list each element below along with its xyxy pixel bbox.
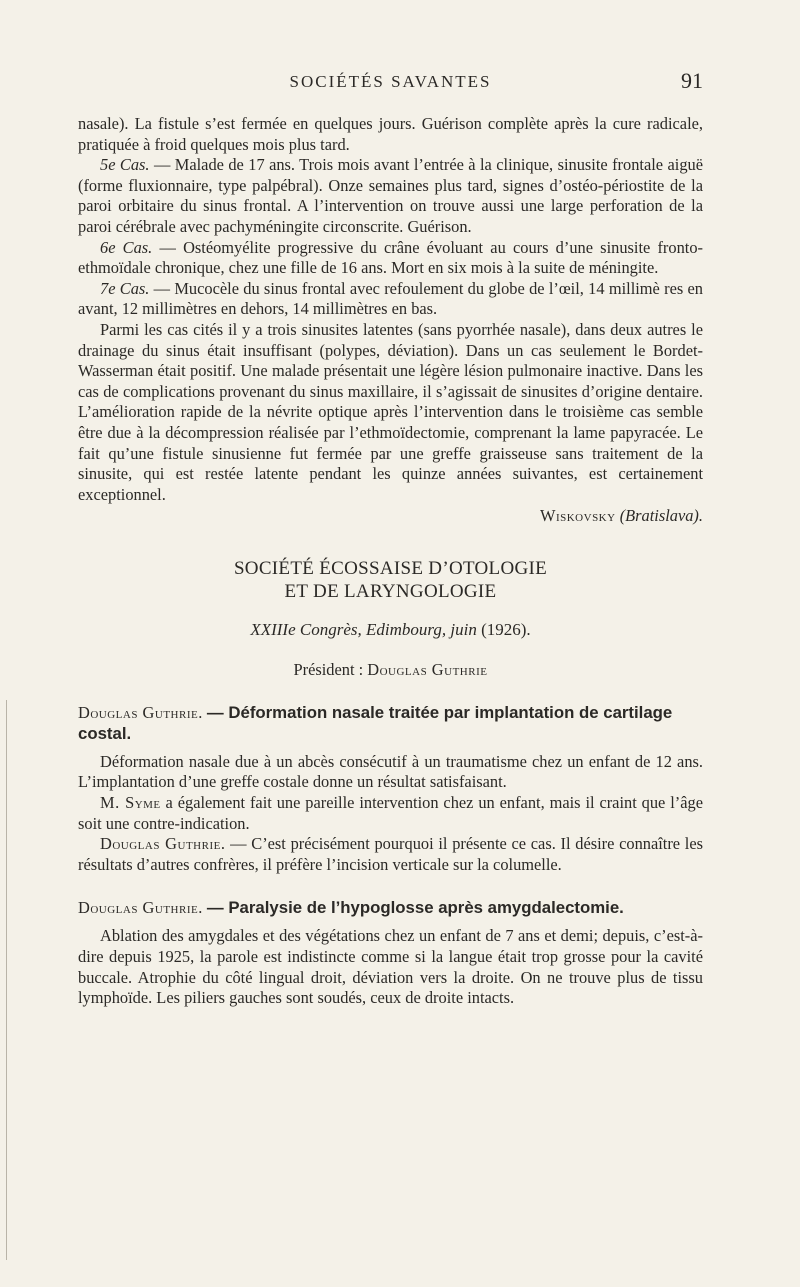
- speaker-name: Douglas Guthrie.: [100, 834, 226, 854]
- case-text: — Ostéomyélite progressive du crâne évoluant au cours d’une sinusite fronto-ethmoïdale chronique, chez une fille de 16 ans. Mort en six mois à la suite de méningite.: [78, 237, 703, 278]
- speaker-text: — C’est précisément pourquoi il présente ce cas. Il désire connaître les résultats d’autres confrères, il préfère l’incision verticale sur la columelle.: [78, 834, 703, 874]
- speaker-name: M. Syme: [100, 793, 161, 813]
- congress-text: XXIIIe Congrès, Edimbourg, juin: [250, 619, 477, 639]
- summary-paragraph: Parmi les cas cités il y a trois sinusites latentes (sans pyorrhée nasale), dans deux autres le drainage du sinus était insuffisant (polypes, déviation). Dans un cas seulement le Bordet-Wasserman était positif. Une malade présentait une légère lésion pulmonaire inactive. Dans les cas de complications provenant du sinus maxillaire, il s’agissait de sinusites d’origine dentaire. L’amélioration rapide de la névrite optique après l’intervention dans le troisième cas semble être due à la décompression réalisée par l’ethmoïdectomie, comprenant la lame papyracée. Le fait qu’une fistule sinusienne fut fermée par une greffe graisseuse sans traitement de la sinusite, qui est restée latente pendant les quinze années suivantes, est certainement exceptionnel.: [78, 319, 703, 504]
- page-body: [78, 114, 703, 1009]
- article-2-heading: [78, 897, 703, 918]
- case-7-paragraph: [78, 279, 703, 320]
- case-5-paragraph: [78, 155, 703, 237]
- signature-place: (Bratislava).: [619, 506, 703, 526]
- case-label: 6e Cas.: [100, 237, 153, 257]
- case-text: — Mucocèle du sinus frontal avec refoulement du globe de l’œil, 14 millimè res en avant, 12 millimètres en dehors, 14 millimètres en bas.: [78, 278, 703, 319]
- paragraph: [78, 834, 703, 875]
- running-header: [78, 68, 703, 94]
- paragraph: nasale). La fistule s’est fermée en quelques jours. Guérison complète après la cure radicale, pratiquée à froid quelques mois plus tard.: [78, 114, 703, 154]
- article-1-heading: [78, 702, 703, 744]
- article-author: Douglas Guthrie.: [78, 702, 203, 722]
- signature-name: Wiskovsky: [539, 506, 616, 526]
- speaker-text: a également fait une pareille intervention chez un enfant, mais il craint que l’âge soit une contre-indication.: [78, 793, 703, 833]
- page-edge-line: [6, 700, 7, 1260]
- paragraph: [78, 793, 703, 834]
- article-author: Douglas Guthrie.: [78, 898, 203, 918]
- case-label: 5e Cas.: [100, 155, 150, 175]
- society-title-line-2: ET DE LARYNGOLOGIE: [284, 580, 497, 602]
- case-6-paragraph: [78, 238, 703, 279]
- running-title: SOCIÉTÉS SAVANTES: [289, 72, 492, 91]
- congress-year: (1926).: [481, 619, 531, 639]
- article-title: — Déformation nasale traitée par implantation de cartilage costal.: [78, 702, 673, 743]
- case-label: 7e Cas.: [100, 278, 150, 298]
- president-name: Douglas Guthrie: [367, 659, 488, 679]
- congress-line: [78, 619, 703, 641]
- paragraph: Ablation des amygdales et des végétations chez un enfant de 7 ans et demi; depuis, c’est-à-dire depuis 1925, la parole est indistincte comme si la langue était trop grosse pour la cavité buccale. Atrophie du côté lingual droit, déviation vers la droite. On ne trouve plus de tissu lymphoïde. Les piliers gauches sont soudés, ceux de droite intacts.: [78, 926, 703, 1008]
- president-label: Président :: [293, 659, 364, 679]
- society-heading: [78, 557, 703, 603]
- page-number: 91: [681, 68, 703, 93]
- president-line: [78, 660, 703, 680]
- society-title-line-1: SOCIÉTÉ ÉCOSSAISE D’OTOLOGIE: [233, 557, 548, 579]
- paragraph: Déformation nasale due à un abcès consécutif à un traumatisme chez un enfant de 12 ans. L’implantation d’une greffe costale donne un résultat satisfaisant.: [78, 751, 703, 792]
- signature: [78, 506, 703, 527]
- article-title: — Paralysie de l’hypoglosse après amygdalectomie.: [206, 898, 624, 918]
- case-text: — Malade de 17 ans. Trois mois avant l’entrée à la clinique, sinusite frontale aiguë (forme fluxionnaire, type palpébral). Onze semaines plus tard, signes d’ostéo-périostite de la paroi orbitaire du sinus frontal. A l’intervention on trouve aussi une large perforation de la paroi cérébrale avec pachyméningite circonscrite. Guérison.: [78, 155, 703, 236]
